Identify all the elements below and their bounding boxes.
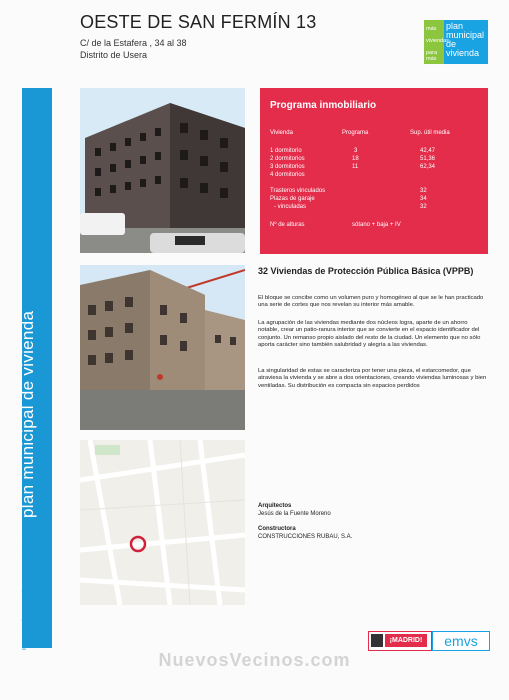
builder-value: CONSTRUCCIONES RUBAU, S.A.: [258, 534, 353, 540]
col-header-sup: Sup. útil media: [410, 130, 450, 136]
page-title: OESTE DE SAN FERMÍN 13: [80, 12, 317, 32]
extra-row: Trasteros vinculados 32: [270, 188, 427, 194]
plan-municipal-text: plan municipal de vivienda: [446, 21, 485, 58]
programa-inmobiliario-box: [260, 88, 488, 254]
madrid-logo: ¡MADRID!: [368, 631, 432, 651]
extra-row: Plazas de garaje 34: [270, 196, 427, 202]
builder-label: Constructora: [258, 526, 296, 532]
location-map: [80, 440, 245, 605]
description-paragraph: La agrupación de las viviendas mediante dos núcleos logra, aparte de un ahorro notable, crear un patio-ranura interior que se convierte en el espacio identificador del conjunto. Un remanso propio aislado del resto de la ciudad. Un elemento que no sólo aporta carácter sino también salubridad y alegría a las viviendas.: [258, 320, 481, 349]
description-paragraph: La singularidad de estas se caracteriza por tener una pieza, el estarcomedor, que atraviesa la vivienda y se abre a dos orientaciones, creando viviendas luminosas y bien ventiladas. Su distribución es compacta sin espacios perdidos: [258, 368, 487, 389]
table-row: 2 dormitorios 18 51,36: [270, 156, 436, 162]
section-title: 32 Viviendas de Protección Pública Básica (VPPB): [258, 266, 474, 276]
programa-title: Programa inmobiliario: [270, 100, 377, 111]
building-photo-front: [80, 88, 245, 253]
mas-viviendas-badge: más viviendas para más madrileños: [424, 20, 444, 64]
address: C/ de la Estafera , 34 al 38: [80, 38, 187, 48]
building-photo-side: [80, 265, 245, 430]
table-row: 4 dormitorios: [270, 172, 305, 178]
col-header-vivienda: Vivienda: [270, 130, 293, 136]
sidebar-disclaimer: INFORMACIÓN SIN CARÁCTER CONTRACTUAL: [22, 536, 28, 650]
col-header-programa: Programa: [342, 130, 369, 136]
district: Distrito de Usera: [80, 50, 148, 60]
emvs-logo: emvs: [432, 631, 490, 651]
madrid-crest-icon: [371, 634, 383, 647]
alturas-row: Nº de alturas sótano + baja + IV: [270, 222, 401, 228]
sidebar-title: plan municipal de vivienda: [18, 310, 37, 518]
extra-row: - vinculadas 32: [274, 204, 427, 210]
watermark: NuevosVecinos.com: [158, 650, 351, 670]
table-row: 1 dormitorio 3 42,47: [270, 148, 436, 154]
description-paragraph: El bloque se concibe como un volumen puro y homogéneo al que se le han practicado una serie de cortes que nos revelan su interior más amable.: [258, 295, 484, 309]
table-row: 3 dormitorios 11 62,34: [270, 164, 436, 170]
architects-label: Arquitectos: [258, 503, 292, 509]
architects-value: Jesús de la Fuente Moreno: [258, 511, 331, 517]
